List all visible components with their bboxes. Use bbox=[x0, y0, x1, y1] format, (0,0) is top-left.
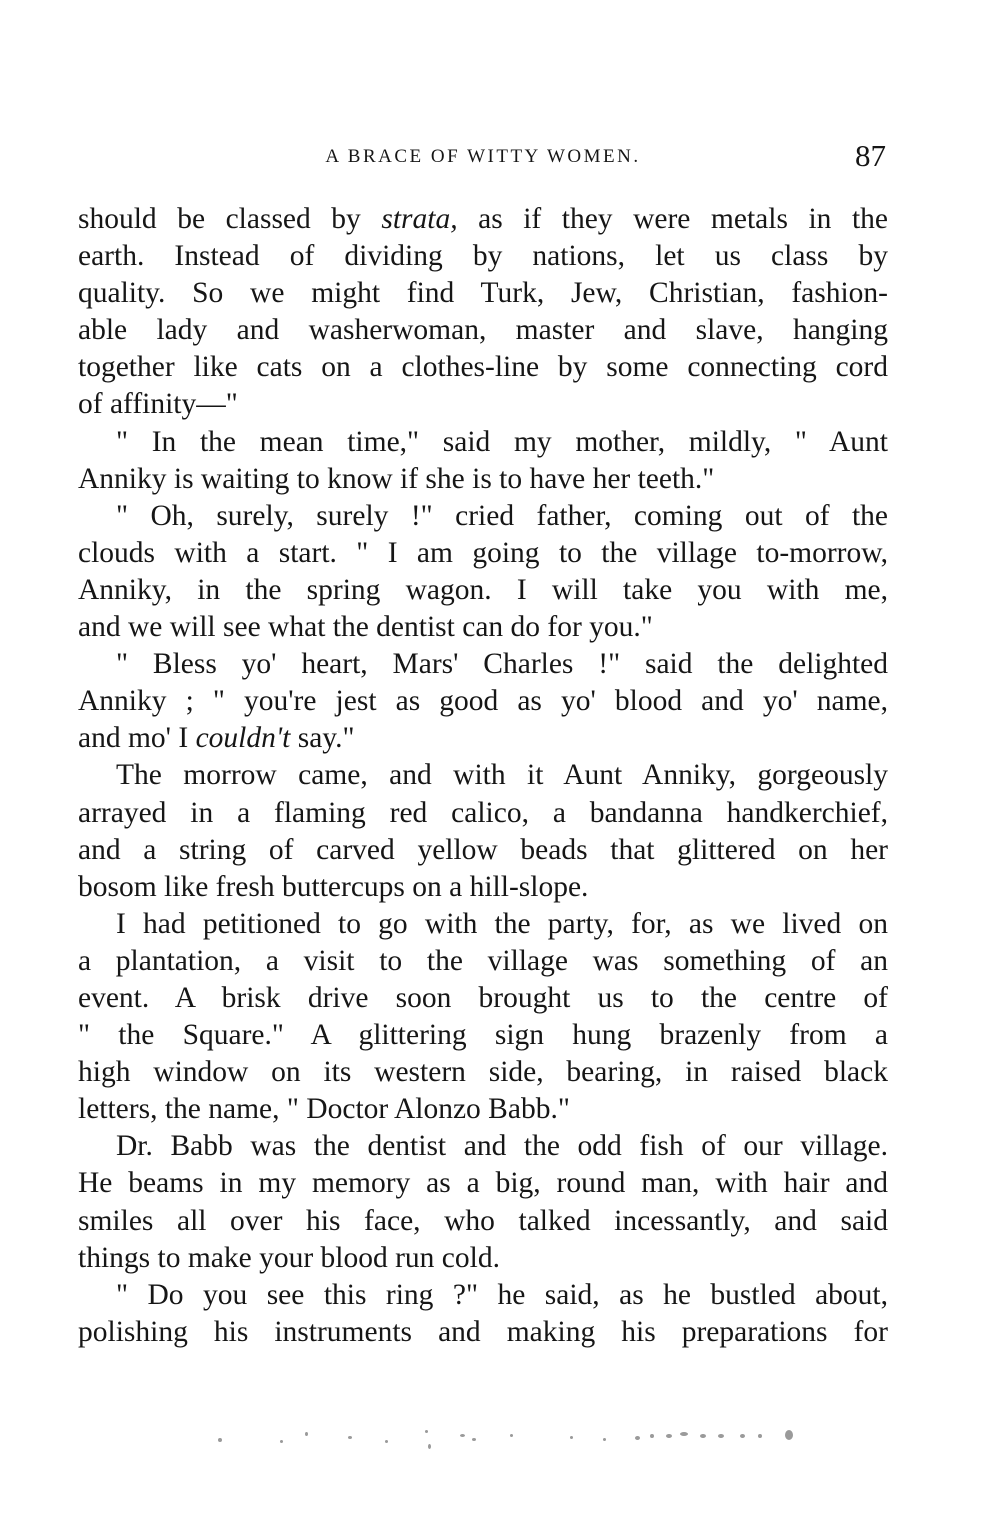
text-segment: Anniky, in the spring wagon. I will take you with me, bbox=[78, 573, 888, 606]
text-segment: and mo' I bbox=[78, 722, 196, 755]
text-segment: clouds with a start. " I am going to the village to-morrow, bbox=[78, 536, 888, 569]
text-line bbox=[78, 906, 888, 943]
text-segment: and a string of carved yellow beads that glittered on her bbox=[78, 833, 888, 866]
text-line bbox=[78, 646, 888, 683]
text-line bbox=[78, 1091, 888, 1128]
text-line bbox=[78, 349, 888, 386]
text-line bbox=[78, 1240, 888, 1277]
text-segment: arrayed in a flaming red calico, a bandanna handkerchief, bbox=[78, 796, 888, 829]
text-line bbox=[78, 386, 888, 423]
text-line bbox=[78, 757, 888, 794]
text-line bbox=[78, 535, 888, 572]
text-line bbox=[78, 1017, 888, 1054]
page-header bbox=[78, 138, 888, 178]
text-segment: " Bless yo' heart, Mars' Charles !" said the delighted bbox=[116, 648, 888, 681]
text-line bbox=[78, 943, 888, 980]
text-segment: smiles all over his face, who talked incessantly, and said bbox=[78, 1204, 888, 1237]
text-line bbox=[78, 1277, 888, 1314]
text-segment: quality. So we might find Turk, Jew, Christian, fashion- bbox=[78, 277, 888, 310]
running-head: A BRACE OF WITTY WOMEN. bbox=[325, 146, 641, 167]
text-segment: as if they were metals in the bbox=[457, 203, 888, 235]
text-segment: Anniky ; " you're jest as good as yo' blood and yo' name, bbox=[78, 685, 888, 718]
text-line bbox=[78, 869, 888, 906]
text-segment: event. A brisk drive soon brought us to the centre of bbox=[78, 981, 888, 1014]
text-segment: earth. Instead of dividing by nations, let us class by bbox=[78, 240, 888, 273]
text-line bbox=[78, 1128, 888, 1165]
text-segment: " In the mean time," said my mother, mildly, " Aunt bbox=[116, 425, 888, 458]
text-segment: Dr. Babb was the dentist and the odd fish of our village. bbox=[116, 1130, 888, 1163]
text-line bbox=[78, 832, 888, 869]
text-segment: I had petitioned to go with the party, for, as we lived on bbox=[116, 907, 888, 940]
text-line bbox=[78, 1203, 888, 1240]
text-line bbox=[78, 683, 888, 720]
text-line bbox=[78, 1314, 888, 1351]
text-segment: high window on its western side, bearing, in raised black bbox=[78, 1056, 888, 1089]
text-segment: a plantation, a visit to the village was something of an bbox=[78, 944, 888, 977]
scan-specks bbox=[210, 1420, 830, 1460]
text-segment: bosom like fresh buttercups on a hill-slope. bbox=[78, 870, 589, 903]
text-line bbox=[78, 795, 888, 832]
text-line bbox=[78, 275, 888, 312]
text-segment: Anniky is waiting to know if she is to have her teeth." bbox=[78, 462, 715, 495]
text-segment: letters, the name, " Doctor Alonzo Babb." bbox=[78, 1093, 570, 1126]
text-line bbox=[78, 238, 888, 275]
text-line bbox=[78, 980, 888, 1017]
text-segment: and we will see what the dentist can do for you." bbox=[78, 611, 653, 644]
text-segment: able lady and washerwoman, master and slave, hanging bbox=[78, 314, 888, 347]
text-segment: things to make your blood run cold. bbox=[78, 1241, 500, 1274]
text-segment: " Do you see this ring ?" he said, as he bustled about, bbox=[116, 1278, 888, 1311]
text-line bbox=[78, 609, 888, 646]
text-line bbox=[78, 1165, 888, 1202]
text-segment: together like cats on a clothes-line by some connecting cord bbox=[78, 351, 888, 384]
text-segment: " the Square." A glittering sign hung brazenly from a bbox=[78, 1019, 888, 1052]
text-line bbox=[78, 498, 888, 535]
text-line bbox=[78, 312, 888, 349]
text-segment: polishing his instruments and making his preparations for bbox=[78, 1315, 888, 1348]
text-segment: should be classed by bbox=[78, 203, 382, 235]
italic-text: strata, bbox=[381, 203, 458, 235]
text-segment: of affinity—" bbox=[78, 388, 238, 421]
page-number: 87 bbox=[855, 138, 886, 173]
text-line bbox=[78, 461, 888, 498]
italic-text: couldn't bbox=[195, 722, 291, 755]
text-line bbox=[78, 424, 888, 461]
text-line bbox=[78, 1054, 888, 1091]
text-segment: " Oh, surely, surely !" cried father, coming out of the bbox=[116, 499, 888, 532]
text-line bbox=[78, 720, 888, 757]
body-text bbox=[78, 201, 888, 1351]
text-line bbox=[78, 572, 888, 609]
text-segment: He beams in my memory as a big, round man, with hair and bbox=[78, 1167, 888, 1200]
text-line bbox=[78, 201, 888, 238]
text-segment: The morrow came, and with it Aunt Anniky, gorgeously bbox=[116, 759, 888, 792]
text-segment: say." bbox=[290, 722, 355, 755]
